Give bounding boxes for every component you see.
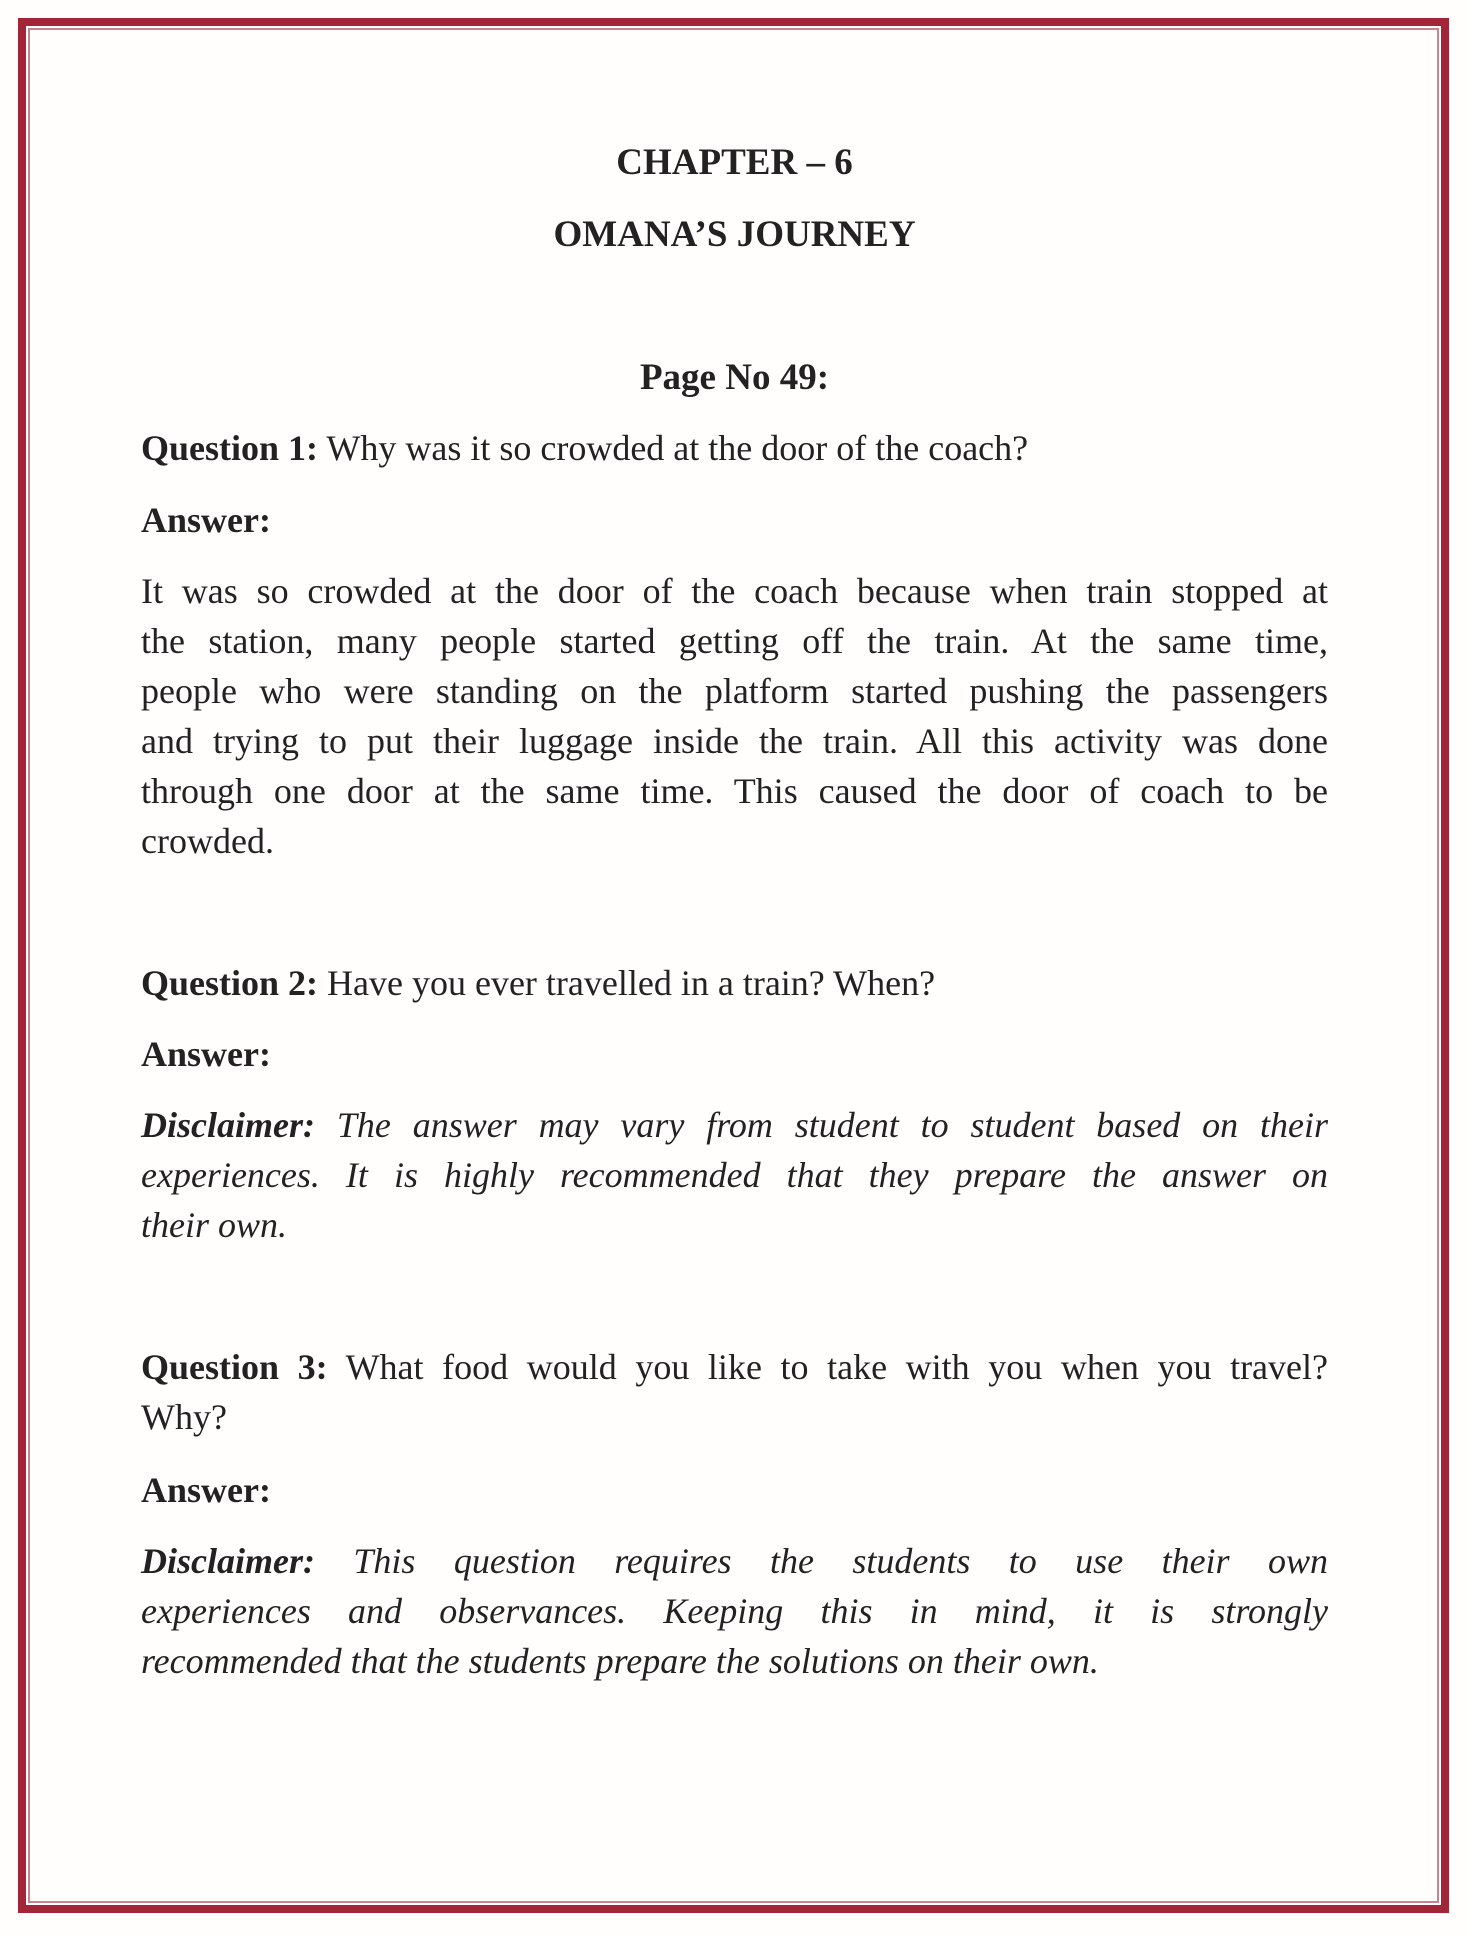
answer-line: This question requires the students to use their own — [314, 1541, 1328, 1581]
chapter-heading: CHAPTER – 6 — [616, 142, 853, 183]
answer-line: experiences. It is highly recommended that they prepare the answer on — [141, 1155, 1328, 1195]
answer-line: crowded. — [141, 821, 274, 861]
question-label: Question 3: — [141, 1347, 328, 1387]
question-2 — [141, 958, 1328, 1008]
disclaimer-label: Disclaimer: — [141, 1105, 315, 1145]
page-number-heading: Page No 49: — [639, 357, 830, 398]
question-3 — [141, 1342, 1328, 1442]
answer-line: the station, many people started getting off the train. At the same time, — [141, 621, 1328, 661]
answer-line: people who were standing on the platform started pushing the passengers — [141, 671, 1328, 711]
question-label: Question 1: — [141, 428, 319, 468]
answer-line: through one door at the same time. This caused the door of coach to be — [141, 771, 1328, 811]
question-text: What food would you like to take with you when you travel? — [345, 1347, 1328, 1387]
answer-line: The answer may vary from student to student based on their — [314, 1105, 1328, 1145]
answer-line: It was so crowded at the door of the coach because when train stopped at — [141, 571, 1328, 611]
question-1 — [141, 423, 1328, 473]
answer-line: their own. — [141, 1205, 288, 1245]
answer-line: experiences and observances. Keeping this in mind, it is strongly — [141, 1591, 1328, 1631]
answer-1 — [141, 566, 1328, 866]
question-text: Have you ever travelled in a train? When? — [327, 963, 936, 1003]
answer-3 — [141, 1536, 1328, 1686]
question-text: Why was it so crowded at the door of the coach? — [326, 428, 1029, 468]
answer-label: Answer: — [141, 500, 271, 540]
answer-label: Answer: — [141, 1034, 271, 1074]
question-label: Question 2: — [141, 963, 319, 1003]
question-text: Why? — [141, 1397, 227, 1437]
disclaimer-label: Disclaimer: — [141, 1541, 315, 1581]
answer-label: Answer: — [141, 1470, 271, 1510]
answer-line: recommended that the students prepare the solutions on their own. — [141, 1641, 1099, 1681]
chapter-title: OMANA’S JOURNEY — [553, 214, 916, 255]
answer-line: and trying to put their luggage inside the train. All this activity was done — [141, 721, 1328, 761]
answer-2 — [141, 1100, 1328, 1250]
